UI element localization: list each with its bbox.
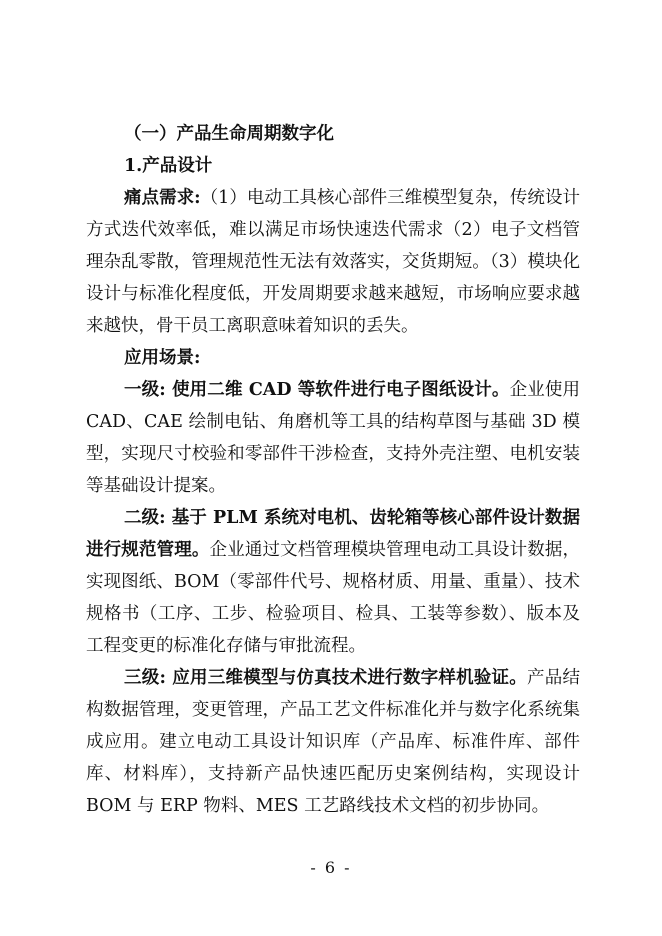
page-number: - 6 - — [310, 858, 352, 877]
level-2-label: 二级: 基于 PLM 系统对电机、齿轮箱等核心部件设计数据进行规范管理。 — [86, 508, 580, 560]
level-2-paragraph — [86, 502, 580, 662]
page-content — [86, 118, 580, 822]
subsection-title: 1.产品设计 — [124, 156, 213, 176]
level-3-text: 产品结构数据管理，变更管理，产品工艺文件标准化并与数字化系统集成应用。建立电动工具设计知识库（产品库、标准件库、部件库、材料库），支持新产品快速匹配历史案例结构，实现设计 BOM 与 ERP 物料、MES 工艺路线技术文档的初步协同。 — [86, 668, 580, 816]
section-title: （一）产品生命周期数字化 — [124, 124, 334, 144]
level-2-text: 企业通过文档管理模块管理电动工具设计数据，实现图纸、BOM（零部件代号、规格材质、用量、重量）、技术规格书（工序、工步、检验项目、检具、工装等参数）、版本及工程变更的标准化存储与审批流程。 — [86, 540, 581, 656]
level-1-label: 一级: 使用二维 CAD 等软件进行电子图纸设计。 — [124, 380, 510, 400]
level-3-paragraph — [86, 662, 580, 822]
level-3-label: 三级: 应用三维模型与仿真技术进行数字样机验证。 — [124, 668, 528, 688]
scenario-label: 应用场景: — [124, 348, 201, 368]
pain-points-paragraph — [86, 182, 580, 342]
level-1-text: 企业使用 CAD、CAE 绘制电钻、角磨机等工具的结构草图与基础 3D 模型，实现尺寸校验和零部件干涉检查，支持外壳注塑、电机安装等基础设计提案。 — [86, 380, 581, 496]
pain-points-label: 痛点需求: — [124, 188, 201, 208]
level-1-paragraph — [86, 374, 580, 502]
pain-points-text: （1）电动工具核心部件三维模型复杂，传统设计方式迭代效率低，难以满足市场快速迭代需求（2）电子文档管理杂乱零散，管理规范性无法有效落实，交货期短。（3）模块化设计与标准化程度低，开发周期要求越来越短，市场响应要求越来越快，骨干员工离职意味着知识的丢失。 — [86, 188, 580, 336]
